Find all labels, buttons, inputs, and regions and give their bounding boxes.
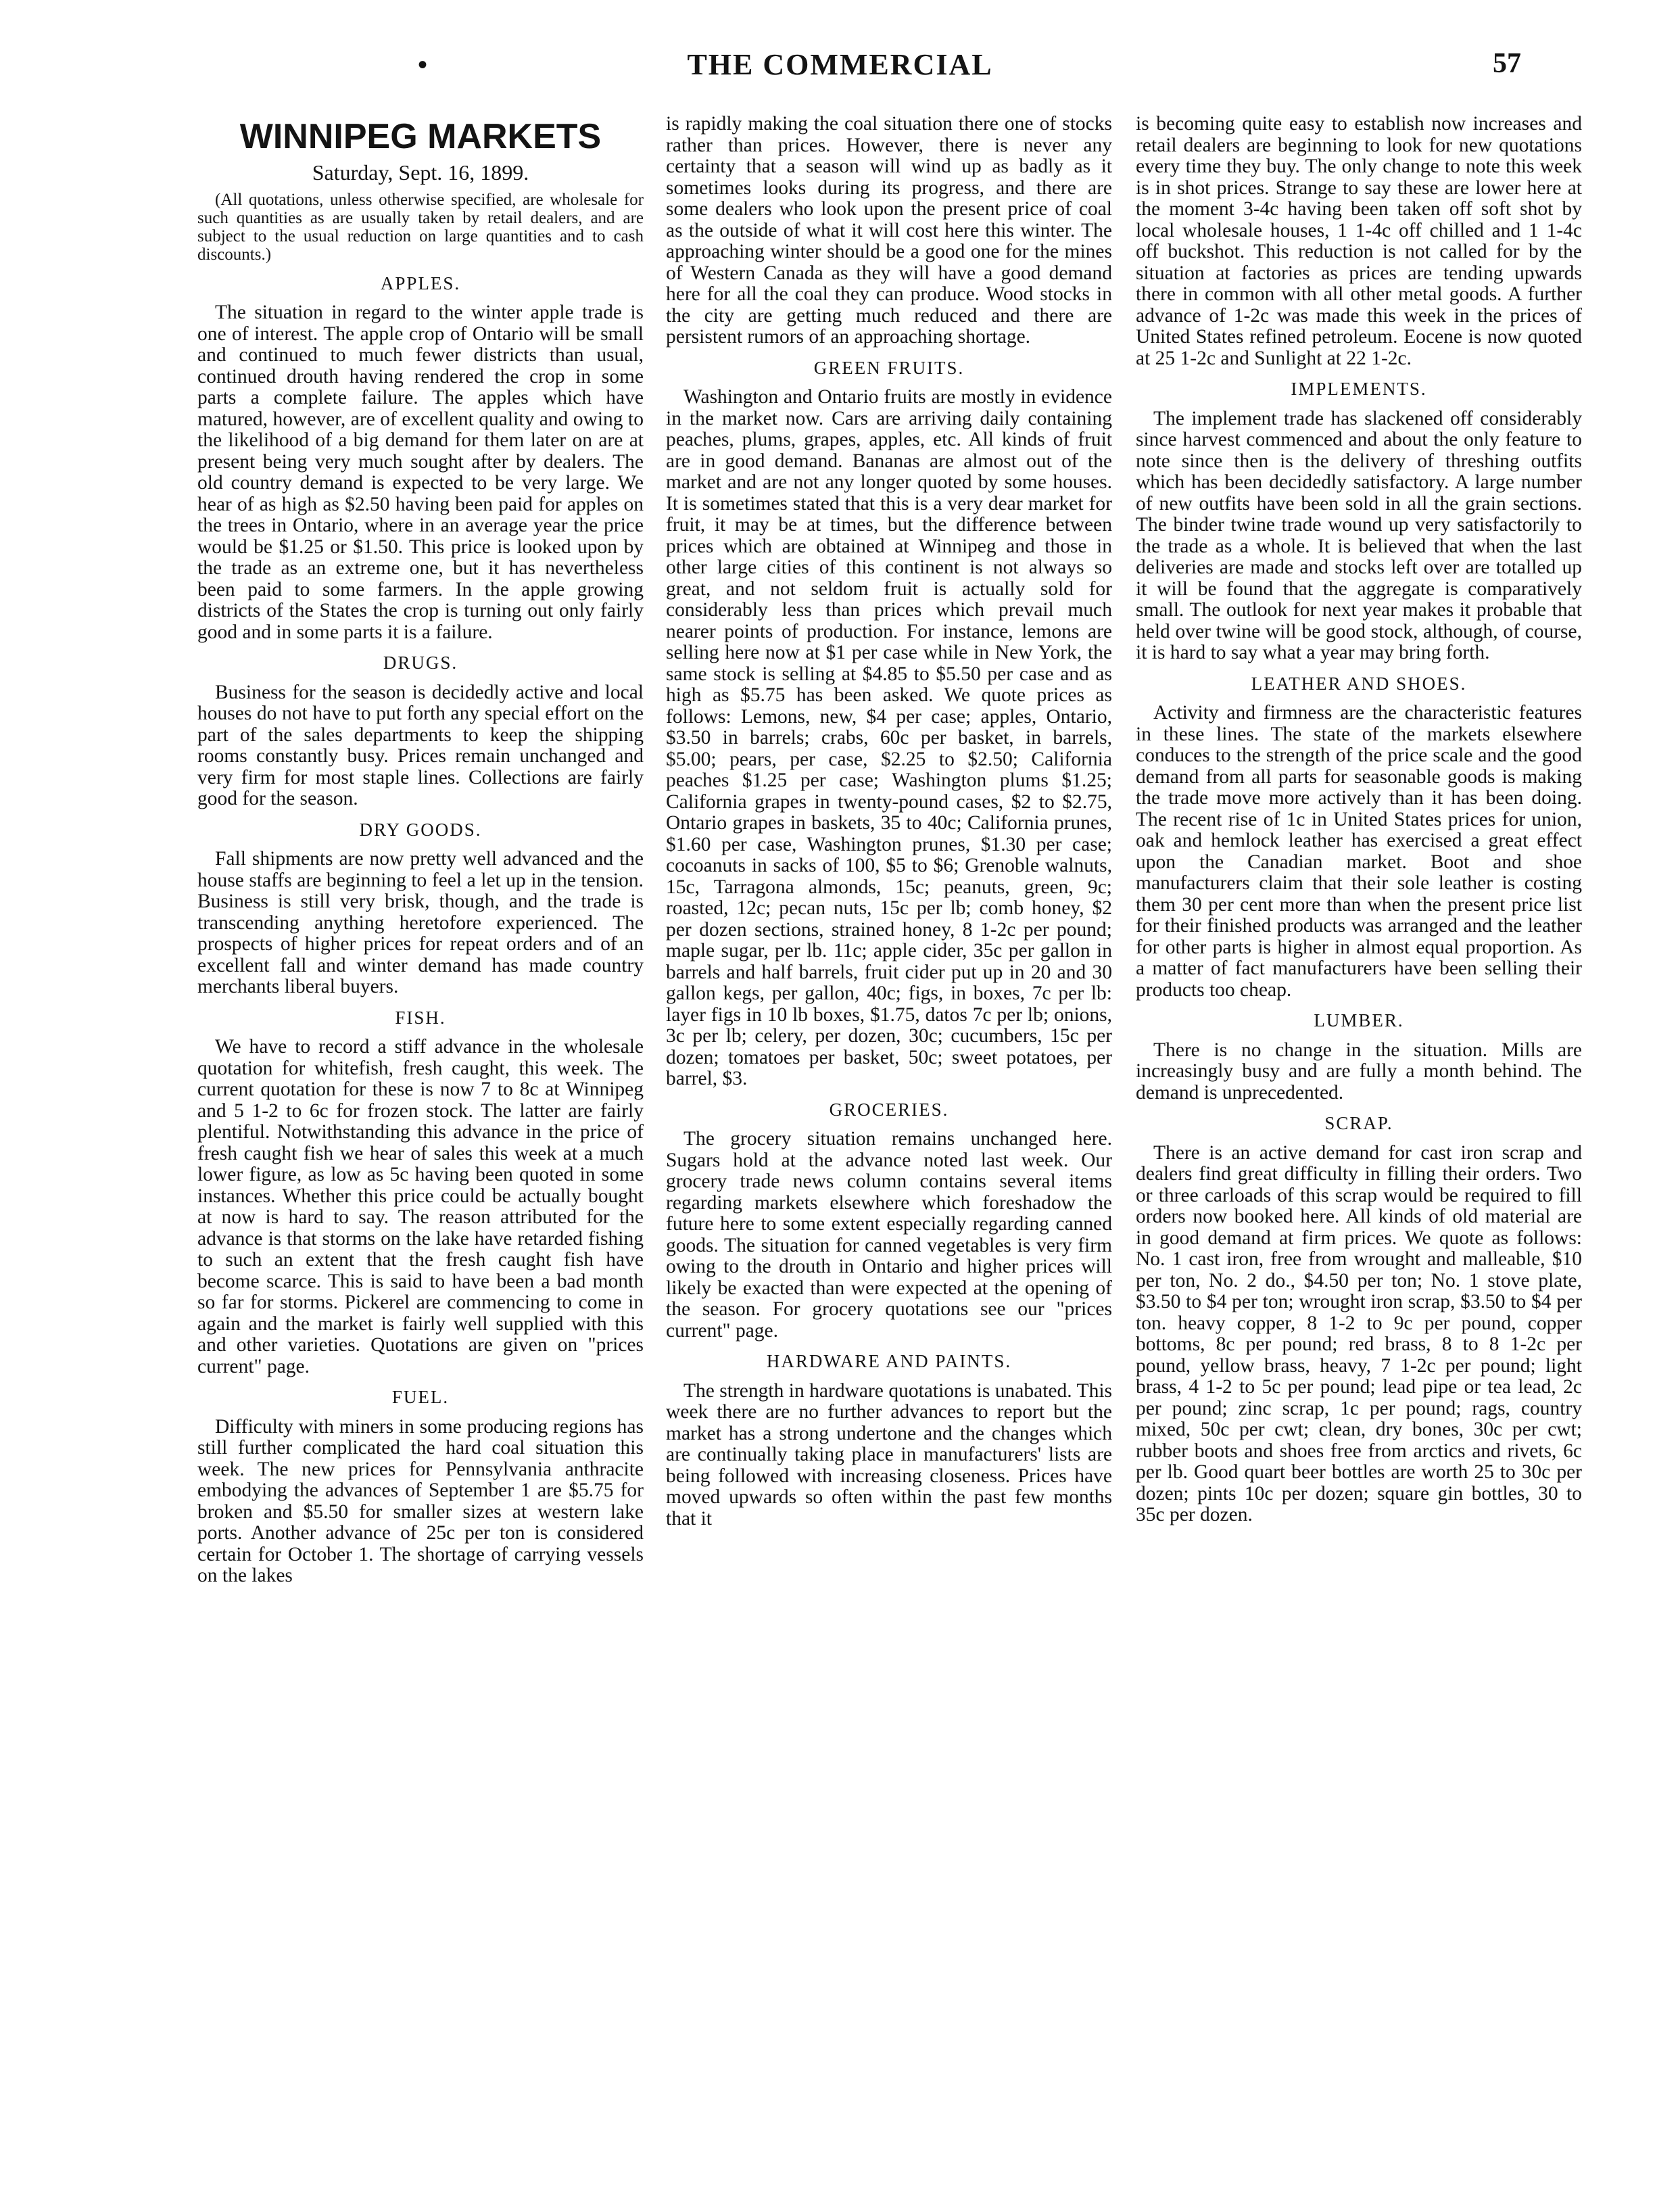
column-3	[1136, 114, 1582, 1530]
main-title: WINNIPEG MARKETS	[239, 117, 602, 156]
paragraph: The implement trade has slackened off considerably since harvest commenced and about the only feature to note since then is the delivery of threshing outfits which has been decidedly satisfactory. A large number of new outfits have been sold in all the grain sections. The binder twine trade wound up very satisfactorily to the trade as a whole. It is believed that when the last deliveries are made and stocks left over are totalled up it will be found that the aggregate is comparatively small. The outlook for next year makes it probable that held over twine will be good stock, although, of course, it is hard to say what a year may bring forth.	[1136, 407, 1582, 663]
paragraph: Fall shipments are now pretty well advanced and the house staffs are beginning to feel a let up in the tension. Business is still very brisk, though, and the trade is transcending anything heretofore experienced. The prospects of higher prices for repeat orders and of an excellent fall and winter demand has made country merchants liberal buyers.	[197, 848, 644, 997]
section-heading: DRY GOODS.	[359, 819, 482, 840]
page-header	[0, 47, 1680, 88]
dateline: Saturday, Sept. 16, 1899.	[312, 160, 529, 185]
section-heading: FISH.	[395, 1007, 446, 1028]
section-heading: GROCERIES.	[829, 1099, 949, 1120]
paragraph: The situation in regard to the winter apple trade is one of interest. The apple crop of Ontario will be small and continued to much fewer districts than usual, continued drouth having rendered the crop in some parts a complete failure. The apples which have matured, however, are of excellent quality and owing to the likelihood of a big demand for them later on are at present being very much sought after by dealers. The old country demand is expected to be very large. We hear of as high as $2.50 having been paid for apples on the trees in Ontario, where in an average year the price would be $1.25 or $1.50. This price is looked upon by the trade as an extreme one, but it has nevertheless been paid to some farmers. In the apple growing districts of the States the crop is turning out only fairly good and in some parts it is a failure.	[197, 302, 644, 643]
quotation-note: (All quotations, unless otherwise specified, are wholesale for such quantities as are usually taken by retail dealers, and are subject to the usual reduction on large quantities and to cash discounts.)	[197, 190, 644, 264]
paragraph: The grocery situation remains unchanged here. Sugars hold at the advance noted last week. Our grocery trade news column contains several items regarding markets elsewhere which foreshadow the future here to some extent especially regarding canned goods. The situation for canned vegetables is very firm owing to the drouth in Ontario and higher prices will likely be exacted than were expected at the opening of the season. For grocery quotations see our "prices current" page.	[666, 1128, 1112, 1342]
section-heading: FUEL.	[391, 1387, 450, 1407]
continued-paragraph: is rapidly making the coal situation there one of stocks rather than prices. However, there is never any certainty that a season will wind up as badly as it sometimes looks during its progress, and there are some dealers who look upon the present price of coal as the outside of what it will cost here this winter. The approaching winter should be a good one for the mines of Western Canada as they will have a good demand here for all the coal they can produce. Wood stocks in the city are getting much reduced and there are persistent rumors of an approaching shortage.	[666, 113, 1112, 348]
column-1-body	[197, 273, 644, 1587]
paragraph: The strength in hardware quotations is unabated. This week there are no further advances to report but the market has a strong undertone and the changes which are continually taking place in manufacturers' lists are being followed with increasing closeness. Prices have moved upwards so often within the past few months that it	[666, 1379, 1112, 1530]
column-2	[666, 114, 1112, 1534]
publication-title: THE COMMERCIAL	[687, 48, 993, 81]
section-heading: APPLES.	[380, 273, 461, 293]
continued-paragraph: is becoming quite easy to establish now increases and retail dealers are beginning to look for new quotations every time they buy. The only change to note this week is in shot prices. Strange to say these are lower here at the moment 3-4c having been taken off soft shot by local wholesale houses, 1 1-4c off chilled and 1 1-4c off buckshot. This reduction is not called for by the situation at factories as prices are tending upwards there in common with all other metal goods. A further advance of 1-2c was made this week in the prices of United States refined petroleum. Eocene is now quoted at 25 1-2c and Sunlight at 22 1-2c.	[1136, 113, 1582, 369]
column-2-body	[666, 114, 1112, 1530]
section-heading: LUMBER.	[1314, 1010, 1404, 1031]
paragraph: Difficulty with miners in some producing regions has still further complicated the hard coal situation this week. The new prices for Pennsylvania anthracite embodying the advances of September 1 are $5.75 for broken and $5.50 for smaller sizes at western lake ports. Another advance of 25c per ton is considered certain for October 1. The shortage of carrying vessels on the lakes	[197, 1415, 644, 1586]
paragraph: Business for the season is decidedly active and local houses do not have to put forth any special effort on the part of the sales departments to keep the shipping rooms constantly busy. Prices remain unchanged and very firm for most staple lines. Collections are fairly good for the season.	[197, 681, 644, 809]
page-number: 57	[1493, 48, 1521, 79]
section-heading: LEATHER AND SHOES.	[1251, 673, 1467, 694]
section-heading: HARDWARE AND PAINTS.	[766, 1351, 1012, 1371]
section-heading: IMPLEMENTS.	[1291, 379, 1427, 399]
paragraph: We have to record a stiff advance in the wholesale quotation for whitefish, fresh caught, this week. The current quotation for these is now 7 to 8c at Winnipeg and 5 1-2 to 6c for frozen stock. The latter are fairly plentiful. Notwithstanding this advance in the price of fresh caught fish we hear of sales this week at a much lower figure, as low as 5c having been quoted in some instances. Whether this price could be actually bought at now is hard to say. The reason attributed for the advance is that storms on the lake have retarded fishing to such an extent that the fresh caught fish have become scarce. This is said to have been a bad month so far for storms. Pickerel are commencing to come in again and the market is fairly well supplied with this and other varieties. Quotations are given on "prices current" page.	[197, 1036, 644, 1377]
paragraph: There is an active demand for cast iron scrap and dealers find great difficulty in filling their orders. Two or three carloads of this scrap would be required to fill orders now booked here. All kinds of old material are in good demand at firm prices. We quote as follows: No. 1 cast iron, free from wrought and malleable, $10 per ton, No. 2 do., $4.50 per ton; No. 1 stove plate, $3.50 to $4 per ton; wrought iron scrap, $3.50 to $4 per ton. heavy copper, 8 1-2 to 9c per pound, copper bottoms, 8c per pound; red brass, 8 to 8 1-2c per pound, yellow brass, heavy, 7 1-2c per pound; light brass, 4 1-2 to 5c per pound; lead pipe or tea lead, 2c per pound; zinc scrap, 1c per pound; rags, country mixed, 50c per cwt; clean, dry bones, 30c per cwt; rubber boots and shoes free from arctics and rivets, 6c per lb. Good quart beer bottles are worth 25 to 30c per dozen; pints 10c per dozen; square gin bottles, 30 to 35c per dozen.	[1136, 1141, 1582, 1525]
paragraph: Activity and firmness are the characteristic features in these lines. The state of the markets elsewhere conduces to the strength of the price scale and the good demand from all parts for seasonable goods is making the trade move more actively than it has been doing. The recent rise of 1c in United States prices for union, oak and hemlock leather has exercised a great effect upon the Canadian market. Boot and shoe manufacturers claim that their sole leather is costing them 30 per cent more than when the present price list for their finished products was arranged and the leather for other parts is higher in almost equal proportion. As a matter of fact manufacturers have been selling their products too cheap.	[1136, 702, 1582, 1001]
header-dot: •	[418, 49, 428, 80]
paragraph: Washington and Ontario fruits are mostly in evidence in the market now. Cars are arriving daily containing peaches, plums, grapes, apples, etc. All kinds of fruit are in good demand. Bananas are almost out of the market and are not any longer quoted by some houses. It is sometimes stated that this is a very dear market for fruit, it may be at times, but the difference between prices which are obtained at Winnipeg and those in other large cities of this continent is not always so great, and not seldom fruit is actually sold for considerably less than prices which prevail much nearer points of production. For instance, lemons are selling here now at $1 per case while in New York, the same stock is selling at $4.85 to $5.50 per case and as high as $5.75 has been asked. We quote prices as follows: Lemons, new, $4 per case; apples, Ontario, $3.50 in barrels; crabs, 60c per basket, in barrels, $5.00; pears, per case, $2.25 to $2.50; California peaches $1.25 per case; Washington plums $1.25; California grapes in twenty-pound cases, $2 to $2.75, Ontario grapes in baskets, 35 to 40c; California prunes, $1.60 per case, Washington prunes, $1.30 per case; cocoanuts in sacks of 100, $5 to $6; Grenoble walnuts, 15c, Tarragona almonds, 15c; peanuts, green, 9c; roasted, 12c; pecan nuts, 15c per lb; comb honey, $2 per dozen sections, strained honey, 8 1-2c per pound; maple sugar, per lb. 11c; apple cider, 35c per gallon in barrels and half barrels, fruit cider put up in 20 and 30 gallon kegs, per gallon, 40c; figs, in boxes, 7c per lb: layer figs in 10 lb boxes, $1.75, datos 7c per lb; onions, 3c per lb; celery, per dozen, 30c; cucumbers, 15c per dozen; tomatoes per basket, 50c; sweet potatoes, per barrel, $3.	[666, 386, 1112, 1089]
section-heading: GREEN FRUITS.	[813, 357, 965, 378]
section-heading: SCRAP.	[1324, 1113, 1393, 1133]
column-1	[197, 114, 644, 1591]
column-3-body	[1136, 114, 1582, 1526]
paragraph: There is no change in the situation. Mills are increasingly busy and are fully a month behind. The demand is unprecedented.	[1136, 1039, 1582, 1104]
section-heading: DRUGS.	[383, 653, 458, 673]
